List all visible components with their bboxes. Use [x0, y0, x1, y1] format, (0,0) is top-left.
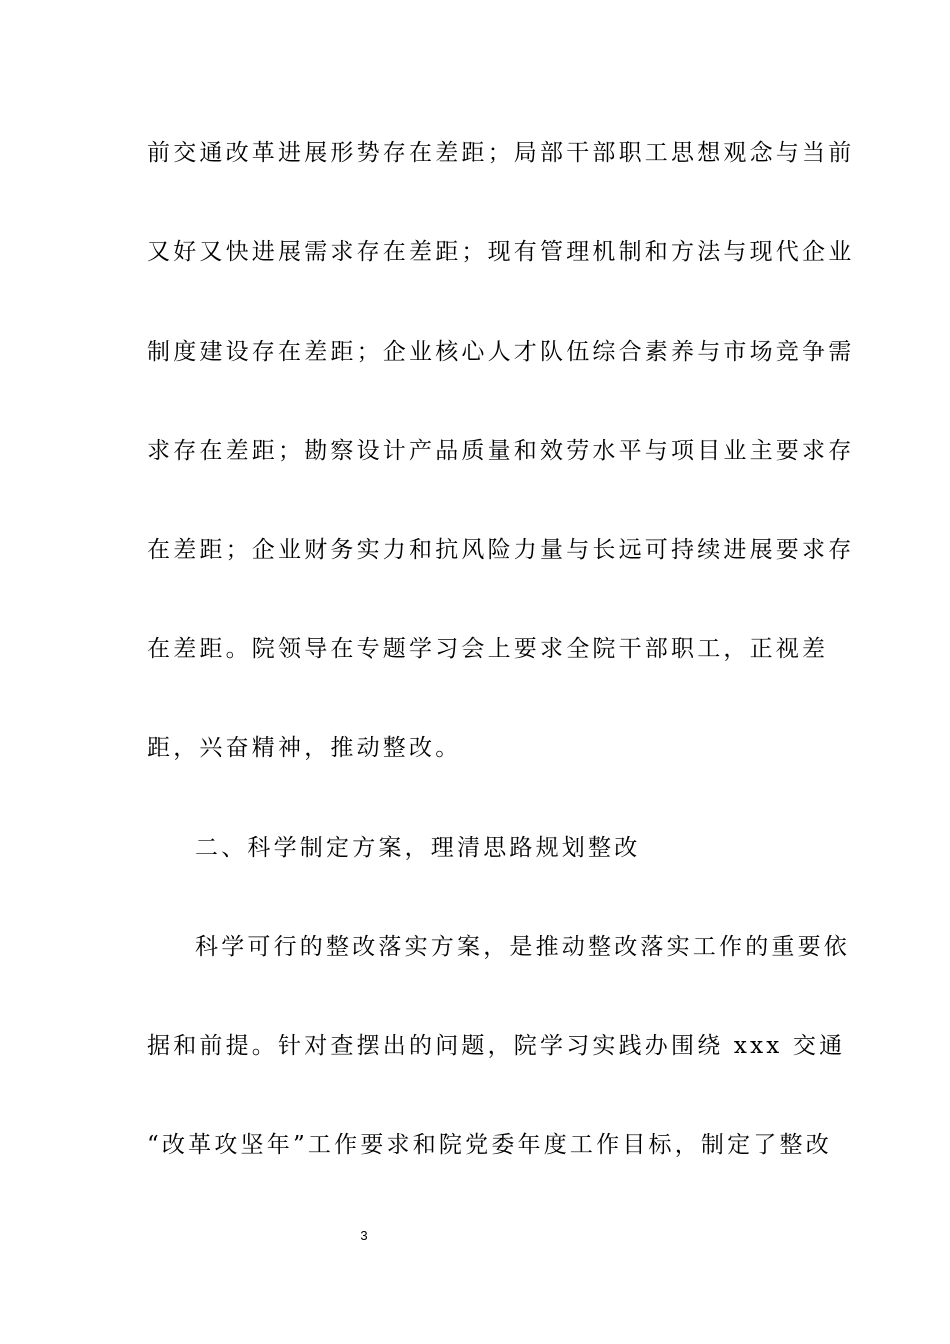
paragraph2-line-1: 科学可行的整改落实方案，是推动整改落实工作的重要依: [195, 934, 850, 960]
body-line-5: 在差距；企业财务实力和抗风险力量与长远可持续进展要求存: [147, 537, 855, 563]
body-line-7: 距，兴奋精神，推动整改。: [147, 735, 462, 761]
section-heading: 二、科学制定方案，理清思路规划整改: [195, 835, 641, 861]
body-line-6: 在差距。院领导在专题学习会上要求全院干部职工，正视差: [147, 636, 829, 662]
paragraph2-line-2: 据和前提。针对查摆出的问题，院学习实践办围绕 xxx 交通: [147, 1033, 846, 1059]
body-line-4: 求存在差距；勘察设计产品质量和效劳水平与项目业主要求存: [147, 438, 855, 464]
paragraph2-line-3: “改革攻坚年”工作要求和院党委年度工作目标，制定了整改: [147, 1132, 832, 1158]
body-line-1: 前交通改革进展形势存在差距；局部干部职工思想观念与当前: [147, 140, 855, 166]
page-number: 3: [360, 1228, 368, 1243]
body-line-3: 制度建设存在差距；企业核心人才队伍综合素养与市场竞争需: [147, 339, 855, 365]
body-line-2: 又好又快进展需求存在差距；现有管理机制和方法与现代企业: [147, 239, 855, 265]
